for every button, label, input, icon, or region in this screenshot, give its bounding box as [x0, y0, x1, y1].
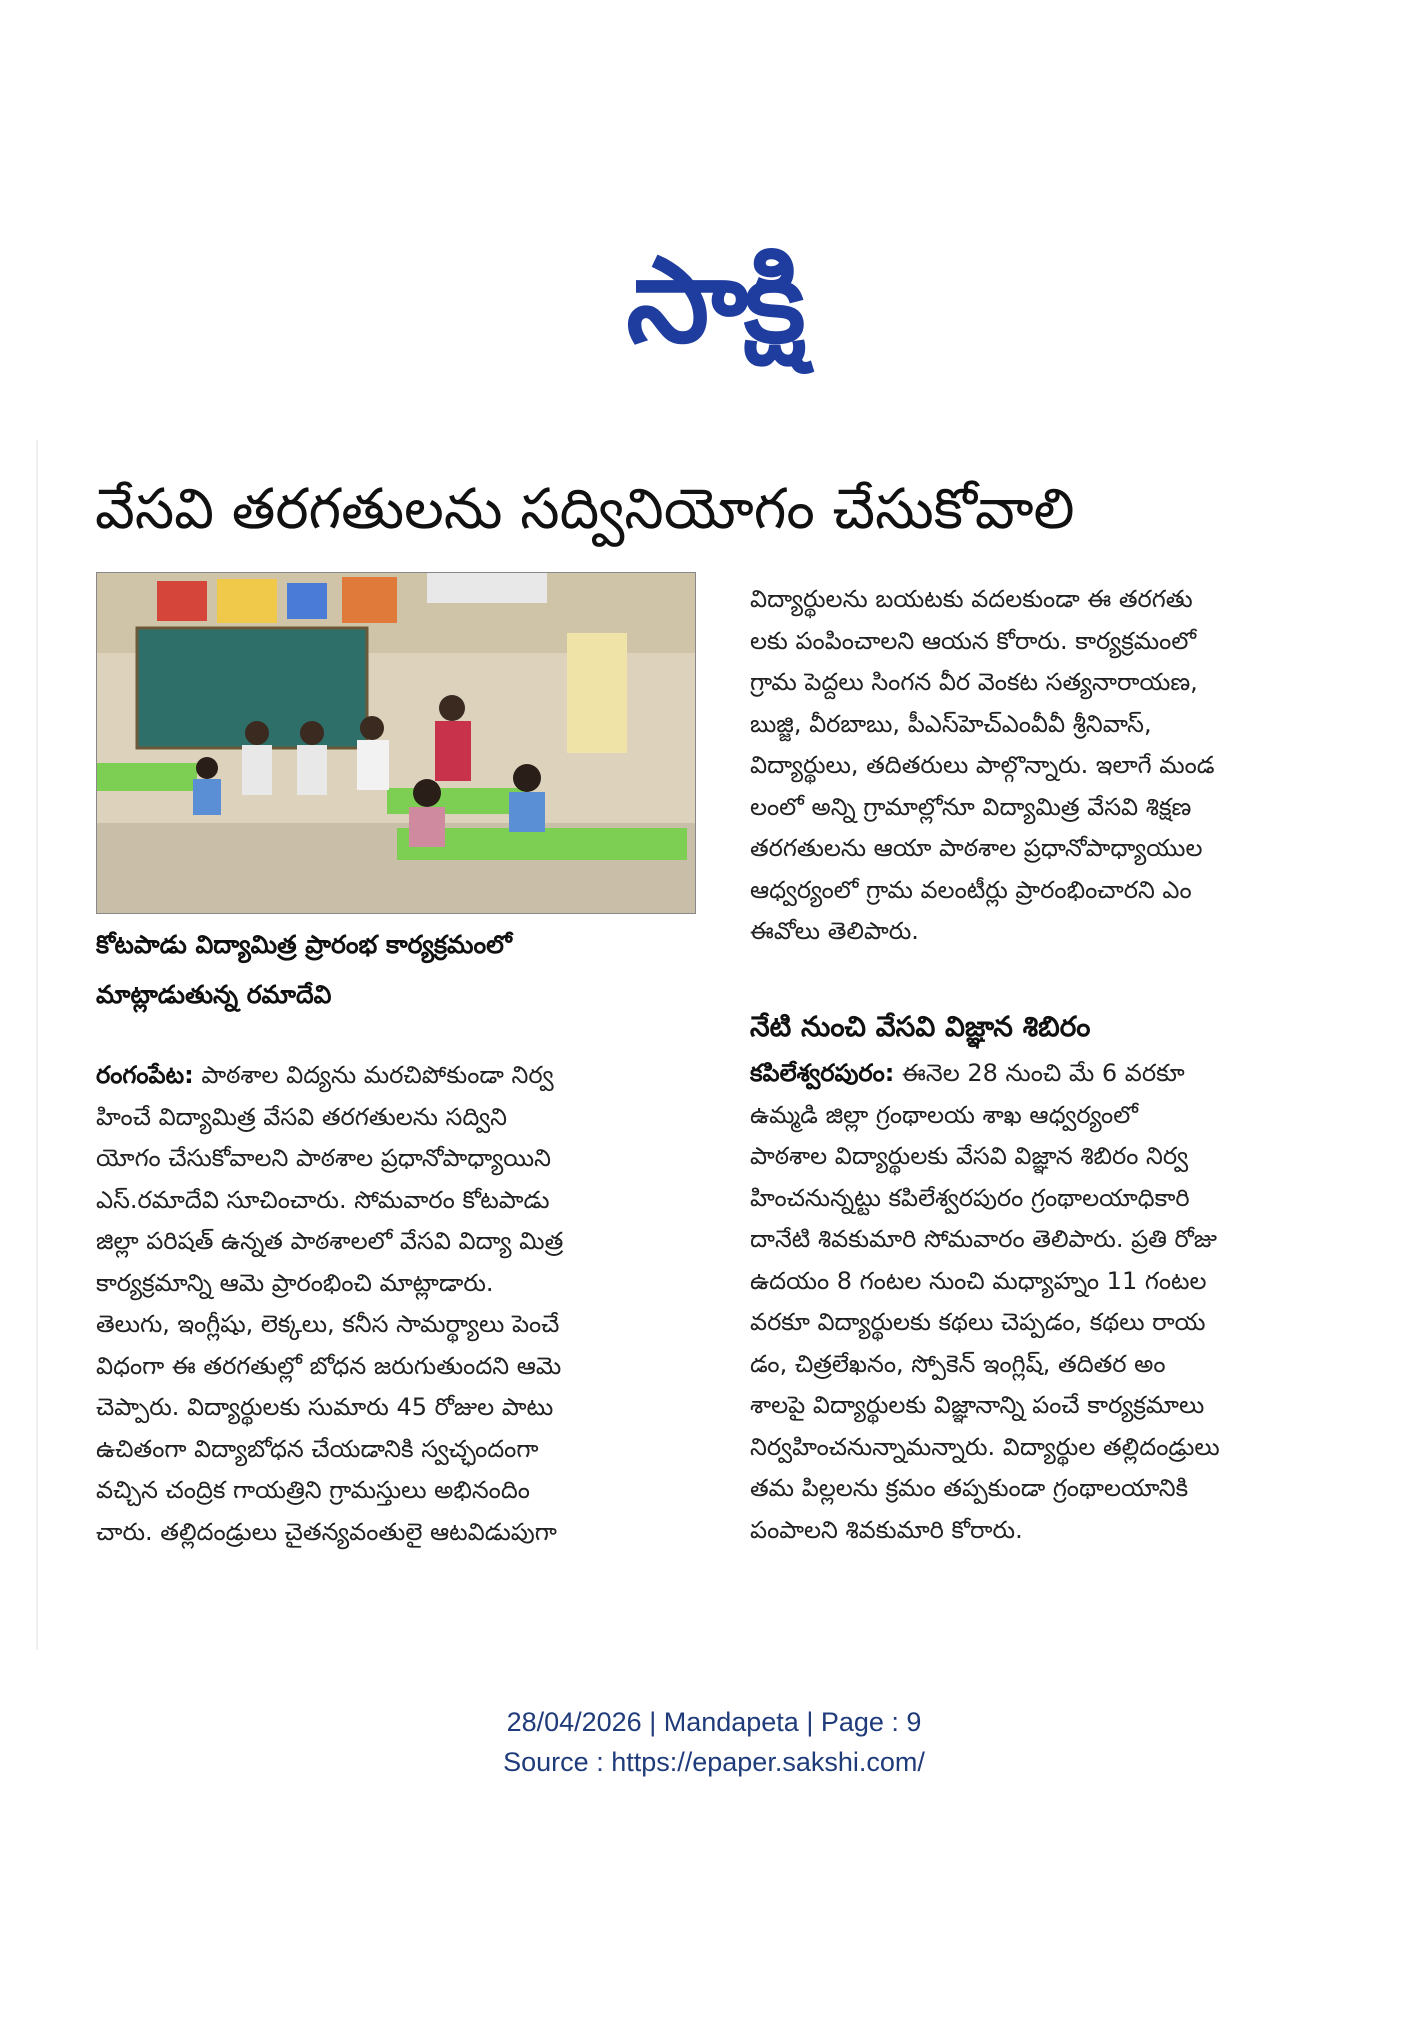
article-headline: వేసవి తరగతులను సద్వినియోగం చేసుకోవాలి [95, 477, 1075, 542]
article-line: ఉమ్మడి జిల్లా గ్రంథాలయ శాఖ ఆధ్వర్యంలో [750, 1100, 1138, 1129]
article-line [96, 1055, 706, 1097]
article-line: తమ పిల్లలను క్రమం తప్పకుండా గ్రంథాలయానికి [750, 1474, 1189, 1502]
article-line: బుజ్జి, వీరబాబు, పీఎస్‌హెచ్ఎంవీవీ శ్రీనివాస్, [750, 709, 1152, 738]
article-column-right-second [750, 1053, 1350, 1551]
article-line: గ్రామ పెద్దలు సింగన వీర వెంకట సత్యనారాయణ, [750, 668, 1198, 696]
article-line: విద్యార్థులు, తదితరులు పాల్గొన్నారు. ఇలాగే మండ [750, 751, 1215, 779]
article-line: దానేటి శివకుమారి సోమవారం తెలిపారు. ప్రతి రోజు [750, 1225, 1218, 1253]
article-column-left [96, 1055, 706, 1553]
article-line: ఉచితంగా విద్యాబోధన చేయడానికి స్వచ్ఛందంగా [96, 1434, 539, 1463]
article-column-right [750, 579, 1350, 953]
article-line: చారు. తల్లిదండ్రులు చైతన్యవంతులై ఆటవిడుపుగా [96, 1517, 557, 1546]
article-line: ఉదయం 8 గంటల నుంచి మధ్యాహ్నం 11 గంటల [750, 1266, 1207, 1295]
article-line: జిల్లా పరిషత్ ఉన్నత పాఠశాలలో వేసవి విద్యా మిత్ర [96, 1227, 564, 1255]
caption-line-2: మాట్లాడుతున్న రమాదేవి [96, 980, 332, 1009]
photo-caption [96, 920, 716, 1020]
article-line: హించే విద్యామిత్ర వేసవి తరగతులను సద్విని [96, 1102, 508, 1131]
article-line: ఈవోలు తెలిపారు. [750, 917, 919, 945]
article-photo [96, 572, 696, 914]
article-line: శాలపై విద్యార్థులకు విజ్ఞానాన్ని పంచే కార్యక్రమాలు [750, 1391, 1205, 1419]
page-footer [0, 1702, 1428, 1782]
caption-line-1: కోటపాడు విద్యామిత్ర ప్రారంభ కార్యక్రమంలో [96, 930, 512, 959]
dateline: రంగంపేట: [96, 1061, 194, 1089]
article-line: ఆధ్వర్యంలో గ్రామ వలంటీర్లు ప్రారంభించారని ఎం [750, 875, 1192, 904]
article-line: హించనున్నట్టు కపిలేశ్వరపురం గ్రంథాలయాధికారి [750, 1183, 1190, 1212]
article-line: వరకూ విద్యార్థులకు కథలు చెప్పడం, కథలు రాయ [750, 1308, 1206, 1336]
footer-date-edition: 28/04/2026 | Mandapeta | Page : 9 [506, 1707, 922, 1737]
article-line: తెలుగు, ఇంగ్లీషు, లెక్కలు, కనీస సామర్థ్యాలు పెంచే [96, 1310, 560, 1338]
article-line: లకు పంపించాలని ఆయన కోరారు. కార్యక్రమంలో [750, 626, 1197, 655]
article-line: వచ్చిన చంద్రిక గాయత్రిని గ్రామస్తులు అభినందిం [96, 1476, 530, 1504]
article-text: పాఠశాల విద్యను మరచిపోకుండా నిర్వ [193, 1061, 554, 1089]
classroom-photo-illustration [97, 573, 695, 913]
newspaper-masthead: సాక్షి [626, 231, 802, 369]
article-line: పాఠశాల విద్యార్థులకు వేసవి విజ్ఞాన శిబిరం నిర్వ [750, 1142, 1189, 1170]
article-line: విధంగా ఈ తరగతుల్లో బోధన జరుగుతుందని ఆమె [96, 1351, 562, 1380]
article-line: లంలో అన్ని గ్రామాల్లోనూ విద్యామిత్ర వేసవి శిక్షణ [750, 792, 1192, 821]
page-edge-rule [36, 440, 38, 1650]
article-line: యోగం చేసుకోవాలని పాఠశాల ప్రధానోపాధ్యాయిని [96, 1144, 551, 1172]
article-line: తరగతులను ఆయా పాఠశాల ప్రధానోపాధ్యాయుల [750, 834, 1203, 862]
article-line: కార్యక్రమాన్ని ఆమె ప్రారంభించి మాట్లాడారు. [96, 1268, 494, 1297]
article-line: చెప్పారు. విద్యార్థులకు సుమారు 45 రోజుల పాటు [96, 1393, 554, 1421]
article-line [750, 1053, 1350, 1095]
article-text: ఈనెల 28 నుంచి మే 6 వరకూ [894, 1059, 1185, 1087]
article-line: డం, చిత్రలేఖనం, స్పోకెన్ ఇంగ్లిష్, తదితర అం [750, 1349, 1166, 1378]
article-line: విద్యార్థులను బయటకు వదలకుండా ఈ తరగతు [750, 585, 1193, 613]
article-line: నిర్వహించనున్నామన్నారు. విద్యార్థుల తల్లిదండ్రులు [750, 1432, 1220, 1461]
footer-source: Source : https://epaper.sakshi.com/ [503, 1747, 925, 1777]
article-line: పంపాలని శివకుమారి కోరారు. [750, 1515, 1023, 1544]
dateline: కపిలేశ్వరపురం: [750, 1059, 895, 1087]
article-subhead: నేటి నుంచి వేసవి విజ్ఞాన శిబిరం [750, 1010, 1091, 1043]
article-line: ఎస్.రమాదేవి సూచించారు. సోమవారం కోటపాడు [96, 1185, 550, 1214]
